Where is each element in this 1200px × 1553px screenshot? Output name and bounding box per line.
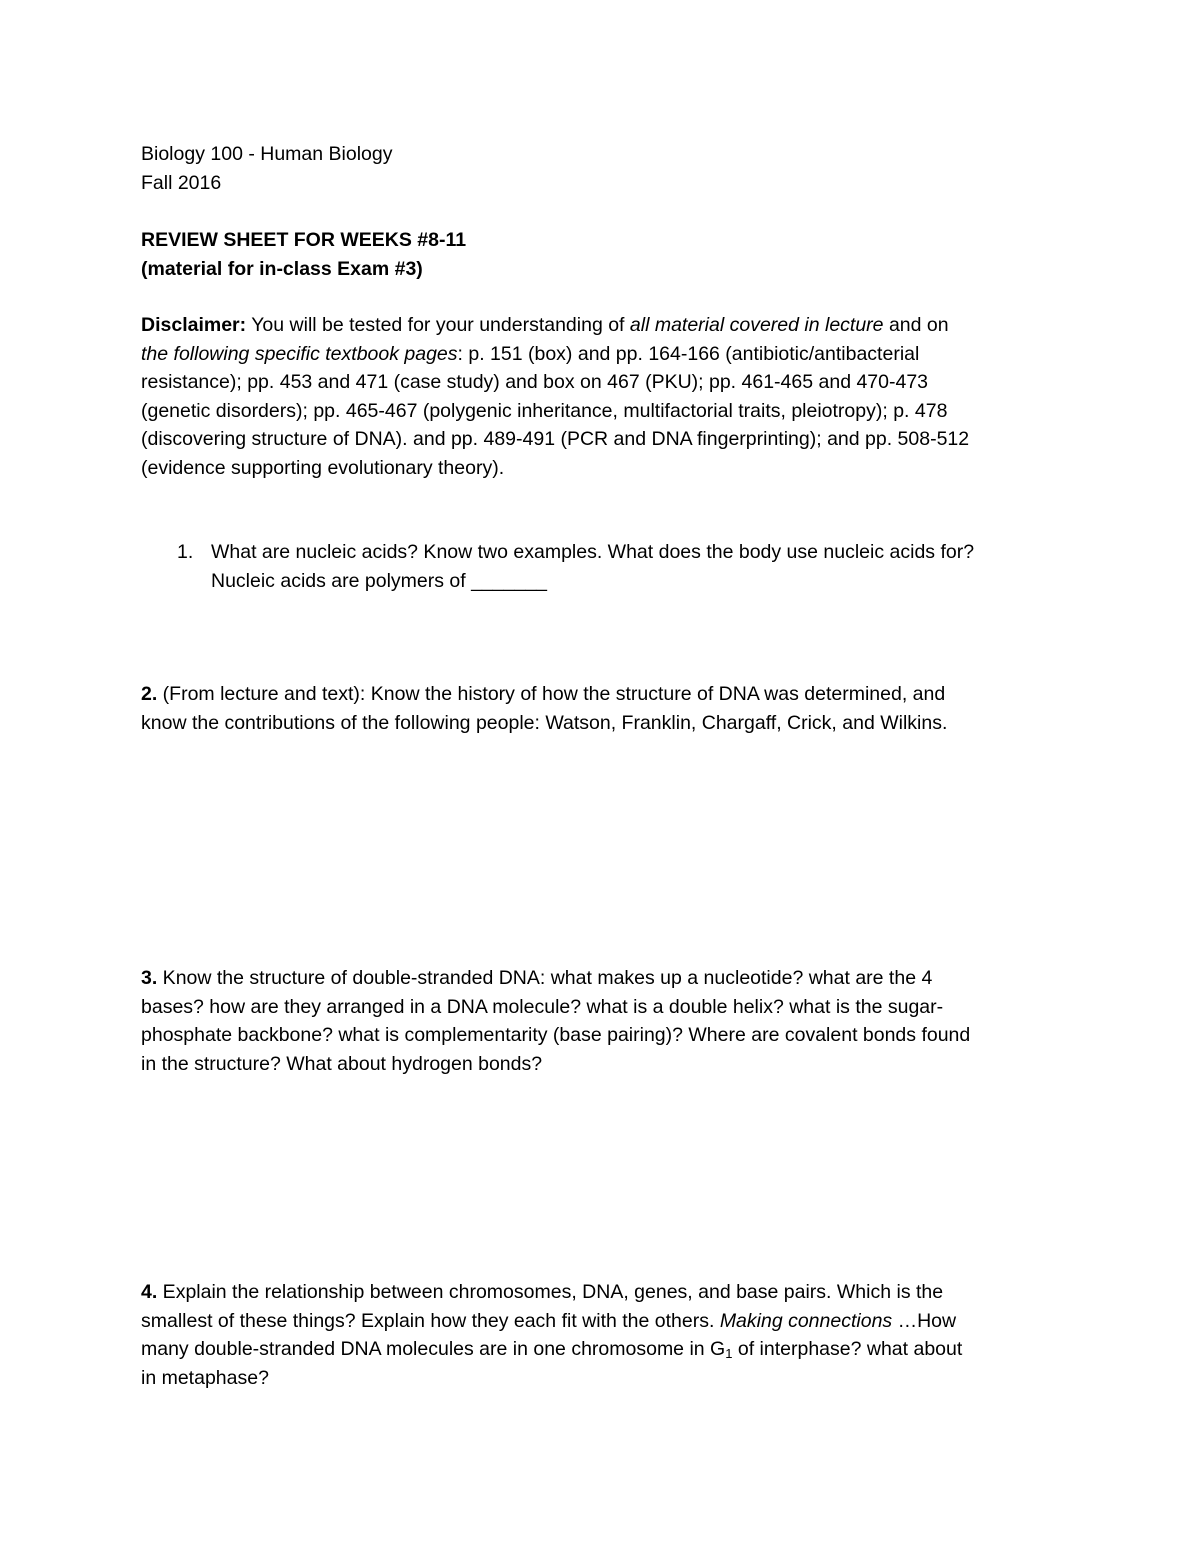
- disclaimer-label: Disclaimer:: [141, 314, 247, 336]
- disclaimer-line-3: resistance); pp. 453 and 471 (case study) and box on 467 (PKU); pp. 461-465 and 470-473: [141, 371, 929, 394]
- document-header: [141, 140, 1071, 197]
- question-line: [141, 1335, 1071, 1364]
- question-line: in the structure? What about hydrogen bonds?: [141, 1052, 543, 1075]
- question-number: 2.: [141, 683, 158, 705]
- question-line: Nucleic acids are polymers of _______: [211, 569, 548, 592]
- question-text: Know the structure of double-stranded DNA: what makes up a nucleotide? what are the 4: [157, 967, 933, 989]
- disclaimer-line-6: (evidence supporting evolutionary theory).: [141, 456, 505, 479]
- question-text: [211, 538, 1071, 595]
- question-line: phosphate backbone? what is complementarity (base pairing)? Where are covalent bonds found: [141, 1024, 971, 1047]
- question-number: 1.: [177, 541, 194, 563]
- course-title: Biology 100 - Human Biology: [141, 143, 393, 165]
- question-text: (From lecture and text): Know the history of how the structure of DNA was determined, and: [157, 683, 946, 705]
- disclaimer-paragraph: [141, 311, 1071, 483]
- question-number: 3.: [141, 967, 158, 989]
- disclaimer-text: : p. 151 (box) and pp. 164-166 (antibiotic/antibacterial: [457, 342, 920, 365]
- disclaimer-line-1: [141, 311, 1071, 340]
- question-text: smallest of these things? Explain how they each fit with the others.: [141, 1309, 720, 1332]
- disclaimer-emphasis: the following specific textbook pages: [141, 342, 458, 365]
- title-line-2: (material for in-class Exam #3): [141, 257, 423, 280]
- question-text: …How: [892, 1309, 957, 1332]
- disclaimer-line-2: [141, 340, 1071, 369]
- question-line: [141, 680, 1071, 709]
- term: Fall 2016: [141, 171, 222, 194]
- question-line: [141, 1278, 1071, 1307]
- disclaimer-text: You will be tested for your understanding of: [246, 314, 630, 336]
- question-number: 4.: [141, 1281, 158, 1303]
- question-4: [141, 1278, 1071, 1392]
- question-line: [141, 964, 1071, 993]
- question-line: [141, 1307, 1071, 1336]
- subscript: 1: [725, 1346, 733, 1362]
- question-text: many double-stranded DNA molecules are in one chromosome in G: [141, 1338, 726, 1361]
- question-line: What are nucleic acids? Know two examples. What does the body use nucleic acids for?: [211, 541, 975, 563]
- question-text: of interphase? what about: [732, 1338, 963, 1361]
- disclaimer-line-5: (discovering structure of DNA). and pp. 489-491 (PCR and DNA fingerprinting); and pp. 508-512: [141, 428, 970, 451]
- question-3: [141, 964, 1071, 1078]
- disclaimer-text: and on: [883, 314, 949, 336]
- title-line-1: REVIEW SHEET FOR WEEKS #8-11: [141, 229, 467, 251]
- question-line: know the contributions of the following people: Watson, Franklin, Chargaff, Crick, and Wilkins.: [141, 711, 948, 734]
- question-1: [141, 538, 1071, 598]
- disclaimer-emphasis: all material covered in lecture: [629, 314, 884, 336]
- question-line: bases? how are they arranged in a DNA molecule? what is a double helix? what is the sugar-: [141, 995, 944, 1018]
- review-sheet-title: [141, 226, 1071, 283]
- question-text: Explain the relationship between chromosomes, DNA, genes, and base pairs. Which is the: [157, 1281, 944, 1303]
- disclaimer-line-4: (genetic disorders); pp. 465-467 (polygenic inheritance, multifactorial traits, pleiotropy); p. 478: [141, 399, 948, 422]
- question-line: in metaphase?: [141, 1366, 269, 1389]
- question-emphasis: Making connections: [719, 1309, 893, 1332]
- question-2: [141, 680, 1071, 737]
